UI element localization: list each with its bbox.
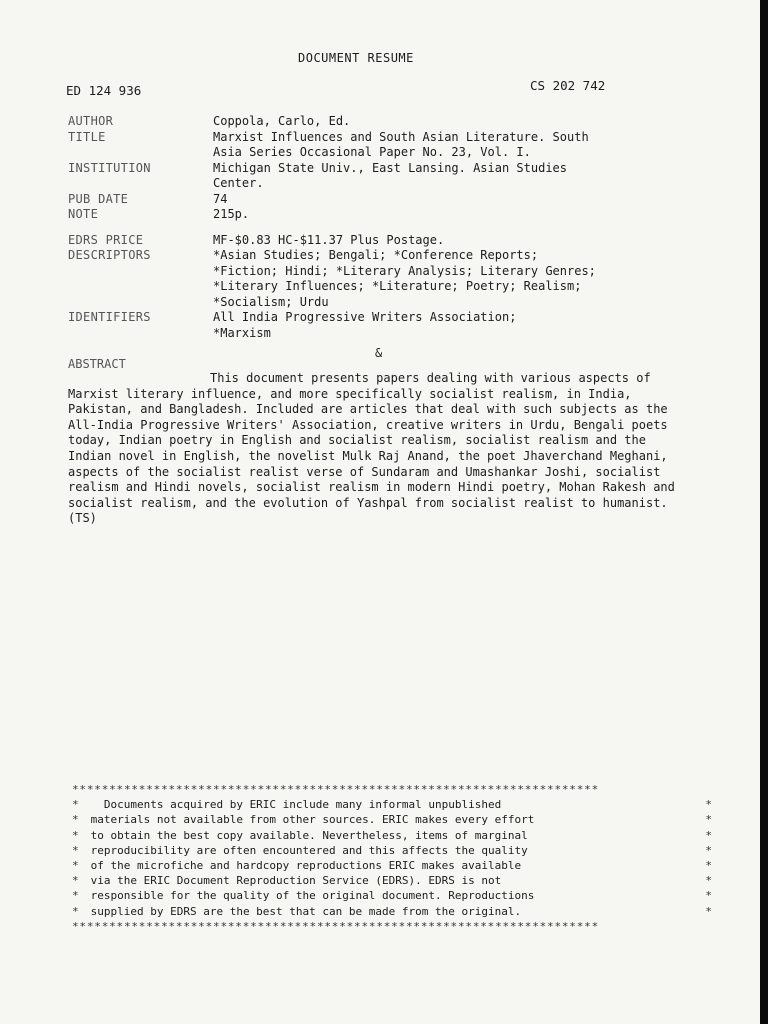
field-value: All India Progressive Writers Association; *Marxism bbox=[213, 310, 517, 340]
notice-line: * responsible for the quality of the original document. Reproductions * bbox=[72, 889, 712, 903]
notice-line: * of the microfiche and hardcopy reproductions ERIC makes available * bbox=[72, 859, 712, 873]
field-label: IDENTIFIERS bbox=[68, 310, 151, 324]
pub-date-field bbox=[68, 192, 688, 208]
field-value: Marxist Influences and South Asian Literature. South Asia Series Occasional Paper No. 23, Vol. I. bbox=[213, 129, 589, 159]
notice-line: * via the ERIC Document Reproduction Service (EDRS). EDRS is not * bbox=[72, 874, 712, 888]
ed-number: ED 124 936 bbox=[66, 83, 142, 98]
notice-line: * to obtain the best copy available. Nevertheless, items of marginal * bbox=[72, 828, 712, 842]
field-label: AUTHOR bbox=[68, 114, 114, 128]
field-label: TITLE bbox=[68, 129, 106, 144]
descriptors-field bbox=[68, 248, 688, 310]
abstract-label: ABSTRACT bbox=[68, 357, 126, 371]
notice-line: * Documents acquired by ERIC include many informal unpublished * bbox=[72, 798, 712, 812]
note-field bbox=[68, 207, 688, 223]
title-field bbox=[68, 130, 688, 161]
identifiers-field bbox=[68, 310, 688, 341]
field-value: MF-$0.83 HC-$11.37 Plus Postage. bbox=[213, 232, 445, 247]
notice-line: * reproducibility are often encountered and this affects the quality * bbox=[72, 843, 712, 857]
eric-notice-box bbox=[72, 782, 712, 934]
field-value: 215p. bbox=[213, 207, 250, 221]
field-label: NOTE bbox=[68, 207, 99, 221]
notice-line: * supplied by EDRS are the best that can be made from the original. * bbox=[72, 904, 712, 918]
document-title: DOCUMENT RESUME bbox=[298, 51, 414, 65]
star-border-bottom: *********************************************************************** bbox=[72, 919, 600, 933]
field-value: 74 bbox=[213, 191, 228, 206]
field-label: DESCRIPTORS bbox=[68, 248, 151, 262]
metadata-fields bbox=[68, 114, 688, 341]
edrs-price-field bbox=[68, 233, 688, 249]
field-value: Michigan State Univ., East Lansing. Asian Studies Center. bbox=[213, 160, 568, 190]
institution-field bbox=[68, 161, 688, 192]
field-label: PUB DATE bbox=[68, 191, 129, 206]
field-value: Coppola, Carlo, Ed. bbox=[213, 114, 351, 128]
cs-number: CS 202 742 bbox=[530, 78, 606, 93]
field-label: INSTITUTION bbox=[68, 160, 151, 175]
field-label: EDRS PRICE bbox=[68, 232, 144, 247]
star-border-top: *********************************************************************** bbox=[72, 783, 600, 796]
field-value: *Asian Studies; Bengali; *Conference Reports; *Fiction; Hindi; *Literary Analysis; Literary Genres; *Literary Influences; *Literature; Poetry; Realism; *Socialism; Urdu bbox=[213, 248, 596, 309]
abstract-text: This document presents papers dealing with various aspects of Marxist literary influence, and more specifically socialist realism, in India, Pakistan, and Bangladesh. Included are articles that deal with such subjects as the All-India Progressive Writers' Association, creative writers in Urdu, Bengali poets today, Indian poetry in English and socialist realism, socialist realism and the Indian novel in English, the novelist Mulk Raj Anand, the poet Jhaverchand Meghani, aspects of the socialist realist verse of Sundaram and Umashankar Joshi, socialist realism and Hindi novels, socialist realism in modern Hindi poetry, Mohan Rakesh and socialist realism, and the evolution of Yashpal from socialist realist to humanist. (TS) bbox=[68, 371, 683, 526]
notice-line: * materials not available from other sources. ERIC makes every effort * bbox=[72, 813, 712, 827]
scan-edge bbox=[760, 0, 768, 1024]
author-field bbox=[68, 114, 688, 130]
ampersand-mark: & bbox=[375, 346, 383, 360]
